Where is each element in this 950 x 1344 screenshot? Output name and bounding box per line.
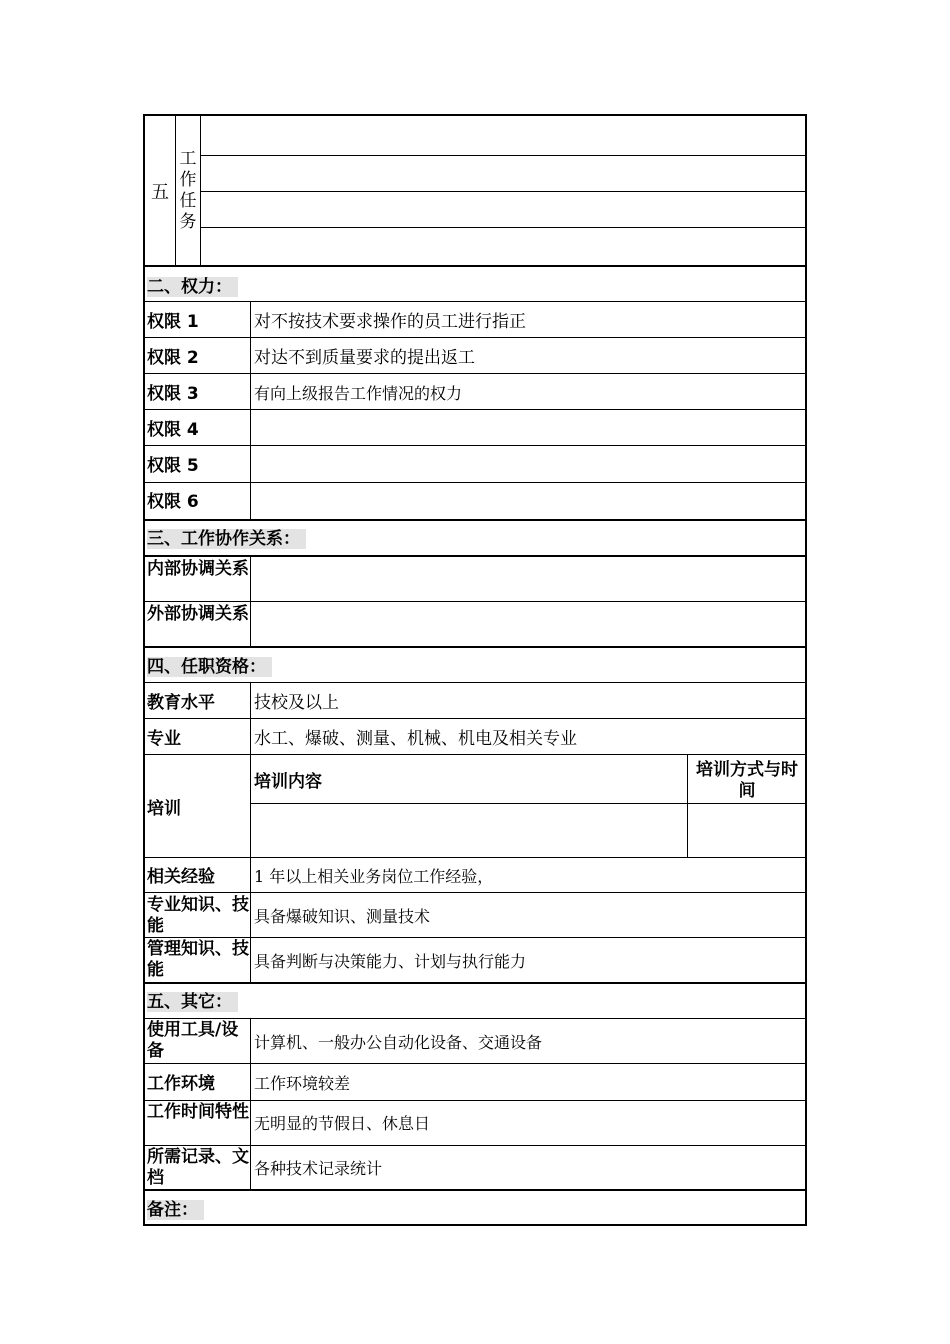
section-divider	[145, 519, 805, 521]
divider	[145, 1145, 805, 1146]
authority-value: 对不按技术要求操作的员工进行指正	[254, 312, 526, 332]
divider	[145, 857, 805, 858]
training-content-header: 培训内容	[254, 772, 322, 792]
divider	[145, 301, 805, 302]
divider	[200, 155, 807, 156]
divider	[145, 754, 805, 755]
divider	[145, 718, 805, 719]
divider	[145, 337, 805, 338]
section-divider	[145, 646, 805, 648]
task-label	[178, 149, 198, 233]
authority-label: 权限 6	[147, 492, 199, 512]
major-label: 专业	[147, 729, 181, 749]
divider	[145, 555, 805, 557]
divider	[175, 116, 176, 265]
authority-label: 权限 3	[147, 384, 199, 404]
section-divider	[145, 982, 805, 984]
work-time-value: 无明显的节假日、休息日	[254, 1114, 431, 1133]
training-label: 培训	[147, 799, 181, 819]
experience-value: 1 年以上相关业务岗位工作经验，	[254, 867, 494, 886]
records-value: 各种技术记录统计	[254, 1159, 383, 1178]
divider	[250, 301, 251, 519]
training-method-header: 培训方式与时间	[696, 760, 798, 801]
task-label-char: 作	[179, 170, 197, 190]
management-skill-label: 管理知识、技能	[147, 939, 249, 980]
records-label: 所需记录、文档	[147, 1147, 249, 1188]
job-description-table	[143, 114, 807, 1226]
authority-label: 权限 2	[147, 348, 199, 368]
section-divider	[145, 265, 805, 267]
tools-label: 使用工具/设备	[147, 1020, 239, 1061]
divider	[145, 373, 805, 374]
external-coordination-label: 外部协调关系	[147, 604, 249, 624]
task-number: 五	[151, 182, 169, 203]
section-divider	[145, 1189, 805, 1191]
divider	[200, 191, 807, 192]
authority-value: 对达不到质量要求的提出返工	[254, 348, 475, 368]
other-title: 五、其它：	[147, 991, 238, 1013]
experience-label: 相关经验	[147, 867, 215, 887]
divider	[145, 1063, 805, 1064]
divider	[145, 601, 805, 602]
major-value: 水工、爆破、测量、机械、机电及相关专业	[254, 729, 577, 749]
task-label-char: 务	[179, 212, 197, 232]
education-value: 技校及以上	[254, 693, 339, 713]
divider	[145, 1018, 805, 1019]
authority-label: 权限 5	[147, 456, 199, 476]
environment-value: 工作环境较差	[254, 1074, 351, 1093]
divider	[145, 482, 805, 483]
task-label-char: 任	[179, 191, 197, 211]
divider	[145, 409, 805, 410]
management-skill-value: 具备判断与决策能力、计划与执行能力	[254, 952, 527, 971]
authority-title: 二、权力：	[147, 276, 238, 298]
divider	[145, 892, 805, 893]
divider	[200, 227, 807, 228]
task-label-char: 工	[179, 149, 197, 169]
divider	[250, 803, 805, 804]
qualification-title: 四、任职资格：	[147, 656, 272, 678]
professional-skill-label: 专业知识、技能	[147, 895, 249, 936]
remarks-title: 备注：	[147, 1199, 204, 1221]
divider	[145, 1100, 805, 1101]
education-label: 教育水平	[147, 693, 215, 713]
authority-label: 权限 1	[147, 312, 199, 332]
cooperation-title: 三、工作协作关系：	[147, 528, 306, 550]
work-time-label: 工作时间特性	[147, 1102, 249, 1122]
authority-value: 有向上级报告工作情况的权力	[254, 384, 463, 403]
divider	[145, 682, 805, 683]
divider	[145, 445, 805, 446]
authority-label: 权限 4	[147, 420, 199, 440]
environment-label: 工作环境	[147, 1074, 215, 1094]
internal-coordination-label: 内部协调关系	[147, 559, 249, 579]
tools-value: 计算机、一般办公自动化设备、交通设备	[254, 1033, 543, 1052]
divider	[687, 754, 688, 857]
divider	[145, 937, 805, 938]
professional-skill-value: 具备爆破知识、测量技术	[254, 907, 431, 926]
